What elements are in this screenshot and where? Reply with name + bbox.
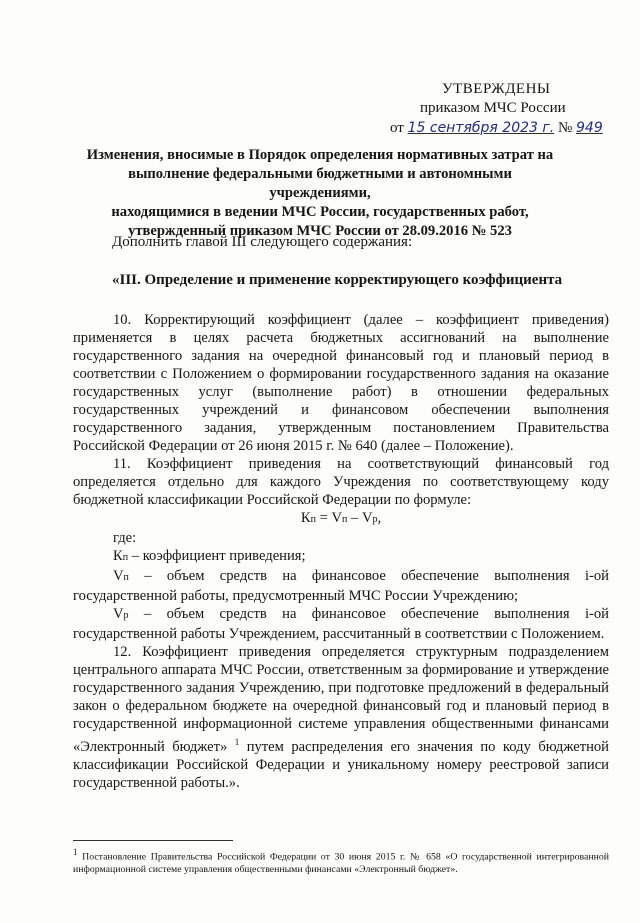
def-vp-text: – объем средств на финансовое обеспечение выполнения i-ой государственной работы, предусмотренный МЧС России Учреждению;	[73, 568, 609, 604]
def-vr-sub: р	[123, 610, 129, 621]
definition-k	[73, 547, 609, 567]
chapter-heading: «III. Определение и применение корректирующего коэффициента	[112, 272, 563, 288]
def-vr-text: – объем средств на финансовое обеспечение выполнения i-ой государственной работы Учреждением, рассчитанный в соответствии с Положением.	[73, 606, 609, 642]
def-vp-sub: п	[123, 572, 129, 583]
intro-text: Дополнить главой III следующего содержания:	[112, 234, 413, 250]
p12-text-a: 12. Коэффициент приведения определяется структурным подразделением центрального аппарата МЧС России, ответственным за формирование и утверждение государственного задания Учреждению, при подготовке предложений в федеральный закон о федеральном бюджете на очередной финансовый год и плановый период в государственной информационной системе управления общественными финансами «Электронный бюджет»	[73, 644, 609, 755]
approval-heading: УТВЕРЖДЕНЫ	[442, 81, 551, 97]
document-title	[80, 146, 560, 241]
title-line-2: выполнение федеральными бюджетными и автономными учреждениями,	[128, 166, 512, 201]
document-body	[73, 311, 609, 792]
title-line-4: утвержденный приказом МЧС России от 28.09.2016 № 523	[128, 223, 512, 239]
footnote-mark: 1	[73, 847, 78, 857]
approval-order: приказом МЧС России	[420, 100, 566, 116]
paragraph-10: 10. Корректирующий коэффициент (далее – коэффициент приведения) применяется в целях расчета бюджетных ассигнований на выполнение государственного задания на очередной финансовый год и плановый период в соответствии с Положением о формировании государственного задания на оказание государственных услуг (выполнение работ) в отношении федеральных государственных учреждений и финансовом обеспечении выполнения государственного задания, утвержденным постановлением Правительства Российской Федерации от 26 июня 2015 г. № 640 (далее – Положение).	[73, 312, 609, 454]
approval-date-line	[390, 119, 603, 138]
formula-k: К	[300, 510, 311, 526]
formula-vr-sub: р	[372, 514, 378, 525]
title-line-3: находящимися в ведении МЧС России, государственных работ,	[111, 204, 529, 220]
approval-handwritten-number: 949	[576, 120, 603, 136]
where-label: где:	[113, 530, 137, 546]
formula-k-sub: п	[310, 514, 316, 525]
footnote	[73, 846, 609, 876]
paragraph-11: 11. Коэффициент приведения на соответствующий финансовый год определяется отдельно для каждого Учреждения по соответствующему коду бюджетной классификации Российской Федерации по формуле:	[73, 456, 609, 508]
def-vp-symbol: V	[113, 568, 124, 584]
formula-eq: = V	[315, 510, 342, 526]
definition-vr	[73, 605, 609, 643]
formula-v-sub: п	[342, 514, 348, 525]
paragraph-12	[73, 643, 609, 792]
def-k-text: – коэффициент приведения;	[128, 548, 306, 564]
approval-handwritten-date: 15 сентября 2023 г.	[407, 120, 555, 136]
formula-minus: – V	[347, 510, 373, 526]
title-line-1: Изменения, вносимые в Порядок определения нормативных затрат на	[86, 147, 554, 163]
def-k-symbol: К	[113, 548, 123, 564]
p12-text-b: путем распределения его значения по коду бюджетной классификации Российской Федерации и уникальному номеру реестровой записи государственной работы.».	[73, 738, 609, 791]
approval-from-label: от	[390, 120, 404, 136]
footnote-body: Постановление Правительства Российской Федерации от 30 июня 2015 г. № 658 «О государственной интегрированной информационной системе управления общественными финансами «Электронный бюджет».	[73, 851, 609, 876]
definition-vp	[73, 567, 609, 605]
footnote-ref: 1	[234, 737, 240, 747]
def-k-sub: п	[122, 552, 129, 563]
formula	[73, 509, 609, 529]
footnote-text	[73, 846, 609, 876]
formula-end: ,	[377, 510, 382, 526]
footnote-divider	[73, 840, 233, 841]
def-vr-symbol: V	[113, 606, 124, 622]
approval-number-label: №	[557, 120, 573, 136]
